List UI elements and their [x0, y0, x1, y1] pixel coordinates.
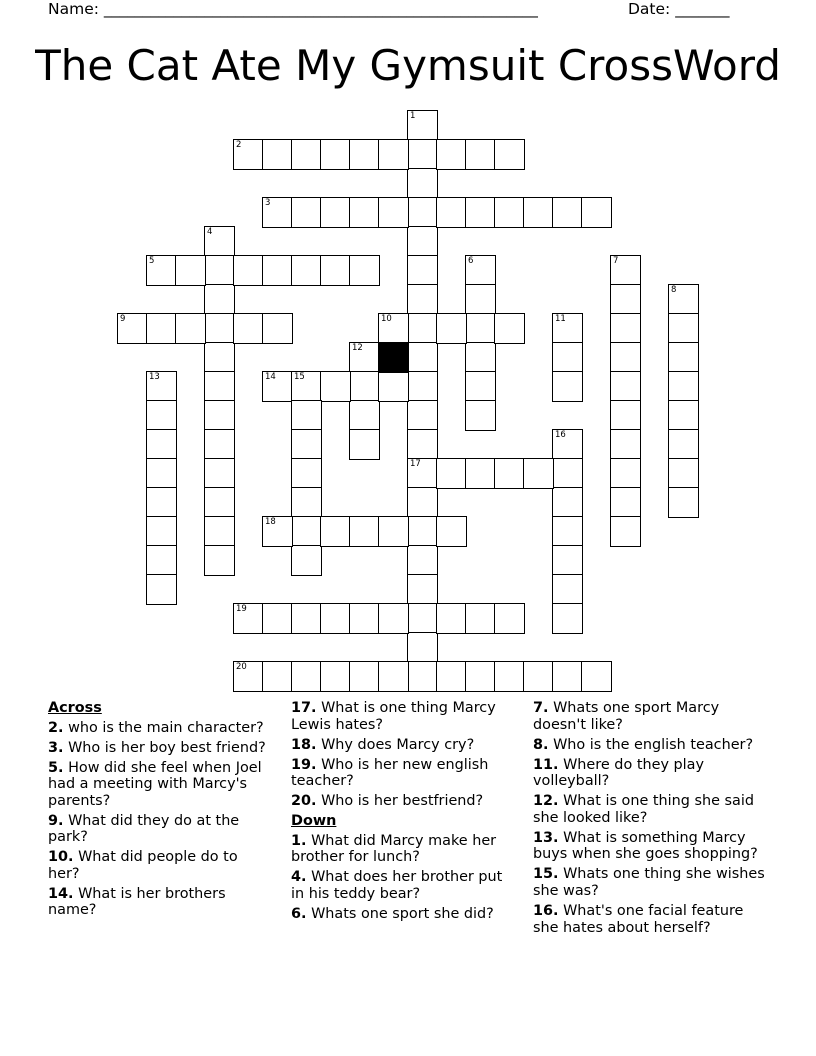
grid-cell[interactable]	[262, 603, 293, 634]
grid-cell[interactable]	[407, 313, 438, 344]
cell-number: 17	[410, 459, 421, 469]
clue-column-2	[291, 700, 517, 926]
grid-cell[interactable]	[407, 226, 438, 257]
grid-cell[interactable]	[552, 487, 583, 518]
grid-cell[interactable]	[349, 429, 380, 460]
grid-cell[interactable]	[552, 516, 583, 547]
down-clue	[533, 793, 765, 826]
clue-column-1	[48, 700, 266, 923]
clue-number: 13.	[533, 829, 559, 846]
grid-cell[interactable]	[204, 342, 235, 373]
grid-cell[interactable]	[407, 168, 438, 199]
across-clue	[48, 740, 266, 757]
grid-cell[interactable]	[204, 458, 235, 489]
grid-cell[interactable]	[610, 400, 641, 431]
grid-cell[interactable]	[204, 429, 235, 460]
clue-text: What is one thing Marcy Lewis hates?	[291, 700, 496, 733]
grid-cell[interactable]	[349, 139, 380, 170]
grid-cell[interactable]	[407, 110, 438, 141]
grid-cell[interactable]	[320, 255, 351, 286]
grid-cell[interactable]	[494, 197, 525, 228]
grid-cell[interactable]	[407, 487, 438, 518]
grid-cell[interactable]	[146, 255, 177, 286]
grid-cell[interactable]	[552, 342, 583, 373]
cell-number: 15	[294, 372, 305, 382]
grid-cell[interactable]	[233, 255, 264, 286]
grid-cell[interactable]	[291, 458, 322, 489]
down-clue	[533, 700, 765, 733]
grid-cell[interactable]	[610, 429, 641, 460]
grid-cell[interactable]	[407, 139, 438, 170]
grid-cell[interactable]	[349, 255, 380, 286]
grid-cell[interactable]	[378, 516, 409, 547]
grid-cell[interactable]	[465, 255, 496, 286]
grid-cell[interactable]	[146, 545, 177, 576]
grid-cell[interactable]	[320, 661, 351, 692]
grid-cell[interactable]	[262, 197, 293, 228]
grid-cell[interactable]	[552, 661, 583, 692]
grid-cell[interactable]	[146, 516, 177, 547]
grid-cell[interactable]	[523, 458, 554, 489]
across-clue	[48, 760, 266, 810]
grid-cell[interactable]	[610, 255, 641, 286]
cell-number: 2	[236, 140, 242, 150]
grid-cell[interactable]	[291, 371, 322, 402]
grid-cell[interactable]	[233, 603, 264, 634]
grid-cell[interactable]	[146, 487, 177, 518]
clue-number: 3.	[48, 739, 64, 756]
grid-cell[interactable]	[407, 603, 438, 634]
clue-text: What did they do at the park?	[48, 812, 240, 846]
grid-cell[interactable]	[407, 545, 438, 576]
grid-cell[interactable]	[610, 371, 641, 402]
grid-cell[interactable]	[262, 371, 293, 402]
clue-text: Who is her new english teacher?	[291, 756, 489, 790]
grid-cell[interactable]	[349, 661, 380, 692]
grid-cell[interactable]	[349, 516, 380, 547]
grid-cell[interactable]	[465, 371, 496, 402]
clue-number: 8.	[533, 736, 549, 753]
grid-cell[interactable]	[291, 487, 322, 518]
clue-number: 17.	[291, 700, 317, 716]
cell-number: 4	[207, 227, 213, 237]
clue-number: 1.	[291, 832, 307, 849]
grid-cell[interactable]	[378, 661, 409, 692]
down-clue	[533, 830, 765, 863]
grid-cell[interactable]	[349, 400, 380, 431]
clue-number: 11.	[533, 756, 559, 773]
cell-number: 10	[381, 314, 392, 324]
grid-cell[interactable]	[523, 661, 554, 692]
clue-number: 6.	[291, 906, 307, 923]
grid-cell[interactable]	[291, 429, 322, 460]
down-clue	[291, 869, 517, 902]
grid-cell[interactable]	[668, 371, 699, 402]
clue-text: Why does Marcy cry?	[321, 736, 475, 753]
down-clue	[533, 903, 765, 936]
grid-cell[interactable]	[465, 139, 496, 170]
grid-cell[interactable]	[262, 255, 293, 286]
blocked-cell	[378, 342, 409, 373]
grid-cell[interactable]	[146, 574, 177, 605]
grid-cell[interactable]	[349, 342, 380, 373]
down-clue	[291, 906, 517, 923]
grid-cell[interactable]	[610, 342, 641, 373]
clue-text: What does her brother put in his teddy bear?	[291, 869, 503, 902]
grid-cell[interactable]	[233, 139, 264, 170]
grid-cell[interactable]	[204, 371, 235, 402]
grid-cell[interactable]	[291, 255, 322, 286]
grid-cell[interactable]	[262, 139, 293, 170]
grid-cell[interactable]	[175, 255, 206, 286]
down-heading: Down	[291, 813, 337, 830]
grid-cell[interactable]	[465, 661, 496, 692]
grid-cell[interactable]	[175, 313, 206, 344]
grid-cell[interactable]	[581, 197, 612, 228]
down-clue	[291, 833, 517, 866]
grid-cell[interactable]	[668, 487, 699, 518]
grid-cell[interactable]	[552, 197, 583, 228]
cell-number: 18	[265, 517, 276, 527]
cell-number: 14	[265, 372, 276, 382]
grid-cell[interactable]	[146, 458, 177, 489]
grid-cell[interactable]	[378, 371, 409, 402]
across-clue	[291, 737, 517, 754]
grid-cell[interactable]	[465, 313, 496, 344]
grid-cell[interactable]	[668, 429, 699, 460]
page-title: The Cat Ate My Gymsuit CrossWord	[35, 41, 781, 90]
clue-text: What did people do to her?	[48, 849, 238, 882]
down-clue	[533, 757, 765, 790]
across-clue	[291, 757, 517, 790]
grid-cell[interactable]	[291, 516, 322, 547]
clue-column-3	[533, 700, 765, 940]
grid-cell[interactable]	[320, 139, 351, 170]
grid-cell[interactable]	[349, 603, 380, 634]
clue-number: 5.	[48, 759, 64, 776]
grid-cell[interactable]	[610, 313, 641, 344]
grid-cell[interactable]	[407, 284, 438, 315]
grid-cell[interactable]	[465, 603, 496, 634]
grid-cell[interactable]	[407, 458, 438, 489]
clue-number: 14.	[48, 885, 74, 902]
clue-text: Who is her bestfriend?	[321, 793, 484, 810]
down-clue	[533, 737, 765, 754]
clue-number: 20.	[291, 793, 317, 810]
grid-cell[interactable]	[436, 313, 467, 344]
cell-number: 12	[352, 343, 363, 353]
clue-text: What is something Marcy buys when she goes shopping?	[533, 829, 758, 863]
name-field-label: Name: ________________________________________________________	[48, 0, 538, 18]
grid-cell[interactable]	[146, 400, 177, 431]
grid-cell[interactable]	[146, 313, 177, 344]
grid-cell[interactable]	[262, 661, 293, 692]
grid-cell[interactable]	[378, 197, 409, 228]
grid-cell[interactable]	[552, 574, 583, 605]
grid-cell[interactable]	[204, 255, 235, 286]
grid-cell[interactable]	[465, 342, 496, 373]
grid-cell[interactable]	[552, 313, 583, 344]
grid-cell[interactable]	[523, 197, 554, 228]
grid-cell[interactable]	[320, 197, 351, 228]
grid-cell[interactable]	[407, 429, 438, 460]
grid-cell[interactable]	[291, 139, 322, 170]
clue-text: Who is her boy best friend?	[68, 739, 266, 756]
clue-text: What is one thing she said she looked like?	[533, 793, 754, 826]
grid-cell[interactable]	[494, 139, 525, 170]
clue-text: How did she feel when Joel had a meeting with Marcy's parents?	[48, 759, 262, 809]
grid-cell[interactable]	[465, 197, 496, 228]
clue-number: 4.	[291, 869, 307, 886]
grid-cell[interactable]	[552, 603, 583, 634]
grid-cell[interactable]	[146, 429, 177, 460]
cell-number: 1	[410, 111, 416, 121]
clue-text: What is her brothers name?	[48, 885, 226, 919]
across-clue	[48, 720, 266, 737]
grid-cell[interactable]	[436, 197, 467, 228]
grid-cell[interactable]	[320, 371, 351, 402]
clue-number: 10.	[48, 849, 74, 866]
grid-cell[interactable]	[668, 313, 699, 344]
grid-cell[interactable]	[494, 603, 525, 634]
grid-cell[interactable]	[204, 516, 235, 547]
grid-cell[interactable]	[610, 516, 641, 547]
clue-text: What's one facial feature she hates about herself?	[533, 903, 744, 936]
down-clue	[533, 866, 765, 899]
grid-cell[interactable]	[262, 313, 293, 344]
grid-cell[interactable]	[407, 661, 438, 692]
grid-cell[interactable]	[291, 545, 322, 576]
grid-cell[interactable]	[407, 574, 438, 605]
grid-cell[interactable]	[349, 371, 380, 402]
grid-cell[interactable]	[436, 516, 467, 547]
grid-cell[interactable]	[494, 458, 525, 489]
date-field-label: Date: _______	[628, 0, 730, 18]
grid-cell[interactable]	[552, 545, 583, 576]
grid-cell[interactable]	[407, 197, 438, 228]
grid-cell[interactable]	[349, 197, 380, 228]
grid-cell[interactable]	[668, 342, 699, 373]
grid-cell[interactable]	[204, 400, 235, 431]
grid-cell[interactable]	[407, 342, 438, 373]
clue-number: 18.	[291, 736, 317, 753]
grid-cell[interactable]	[436, 139, 467, 170]
clue-number: 12.	[533, 793, 559, 810]
grid-cell[interactable]	[436, 458, 467, 489]
clue-text: who is the main character?	[68, 719, 264, 736]
grid-cell[interactable]	[378, 603, 409, 634]
clue-number: 19.	[291, 756, 317, 773]
clue-number: 9.	[48, 812, 64, 829]
grid-cell[interactable]	[378, 139, 409, 170]
grid-cell[interactable]	[407, 400, 438, 431]
grid-cell[interactable]	[291, 661, 322, 692]
grid-cell[interactable]	[465, 284, 496, 315]
grid-cell[interactable]	[436, 603, 467, 634]
cell-number: 3	[265, 198, 271, 208]
grid-cell[interactable]	[378, 313, 409, 344]
grid-cell[interactable]	[233, 313, 264, 344]
grid-cell[interactable]	[407, 255, 438, 286]
cell-number: 6	[468, 256, 474, 266]
cell-number: 19	[236, 604, 247, 614]
grid-cell[interactable]	[494, 313, 525, 344]
grid-cell[interactable]	[204, 487, 235, 518]
cell-number: 20	[236, 662, 247, 672]
cell-number: 13	[149, 372, 160, 382]
clue-text: Where do they play volleyball?	[533, 756, 704, 790]
grid-cell[interactable]	[668, 284, 699, 315]
grid-cell[interactable]	[407, 632, 438, 663]
cell-number: 7	[613, 256, 619, 266]
cell-number: 5	[149, 256, 155, 266]
grid-cell[interactable]	[320, 516, 351, 547]
grid-cell[interactable]	[117, 313, 148, 344]
grid-cell[interactable]	[494, 661, 525, 692]
grid-cell[interactable]	[291, 197, 322, 228]
grid-cell[interactable]	[204, 226, 235, 257]
clue-number: 2.	[48, 719, 64, 736]
grid-cell[interactable]	[262, 516, 293, 547]
grid-cell[interactable]	[436, 661, 467, 692]
grid-cell[interactable]	[552, 371, 583, 402]
grid-cell[interactable]	[407, 516, 438, 547]
clue-text: Whats one thing she wishes she was?	[533, 866, 765, 899]
across-clue	[291, 793, 517, 810]
grid-cell[interactable]	[668, 400, 699, 431]
grid-cell[interactable]	[204, 313, 235, 344]
grid-cell[interactable]	[465, 400, 496, 431]
grid-cell[interactable]	[204, 545, 235, 576]
grid-cell[interactable]	[581, 661, 612, 692]
grid-cell[interactable]	[610, 487, 641, 518]
clue-text: Whats one sport Marcy doesn't like?	[533, 700, 720, 733]
cell-number: 16	[555, 430, 566, 440]
clue-text: Whats one sport she did?	[311, 906, 494, 923]
clue-number: 16.	[533, 903, 559, 920]
grid-cell[interactable]	[552, 429, 583, 460]
across-clue	[48, 849, 266, 882]
across-clue	[48, 886, 266, 919]
grid-cell[interactable]	[465, 458, 496, 489]
grid-cell[interactable]	[610, 458, 641, 489]
cell-number: 8	[671, 285, 677, 295]
across-clue	[291, 700, 517, 733]
grid-cell[interactable]	[552, 458, 583, 489]
grid-cell[interactable]	[291, 400, 322, 431]
grid-cell[interactable]	[146, 371, 177, 402]
grid-cell[interactable]	[204, 284, 235, 315]
cell-number: 9	[120, 314, 126, 324]
grid-cell[interactable]	[668, 458, 699, 489]
clue-text: Who is the english teacher?	[553, 736, 754, 753]
across-heading: Across	[48, 700, 102, 716]
grid-cell[interactable]	[233, 661, 264, 692]
grid-cell[interactable]	[610, 284, 641, 315]
grid-cell[interactable]	[320, 603, 351, 634]
clue-number: 15.	[533, 866, 559, 883]
cell-number: 11	[555, 314, 566, 324]
clue-number: 7.	[533, 700, 549, 716]
grid-cell[interactable]	[407, 371, 438, 402]
across-clue	[48, 813, 266, 846]
grid-cell[interactable]	[291, 603, 322, 634]
clue-text: What did Marcy make her brother for lunch?	[291, 832, 497, 866]
